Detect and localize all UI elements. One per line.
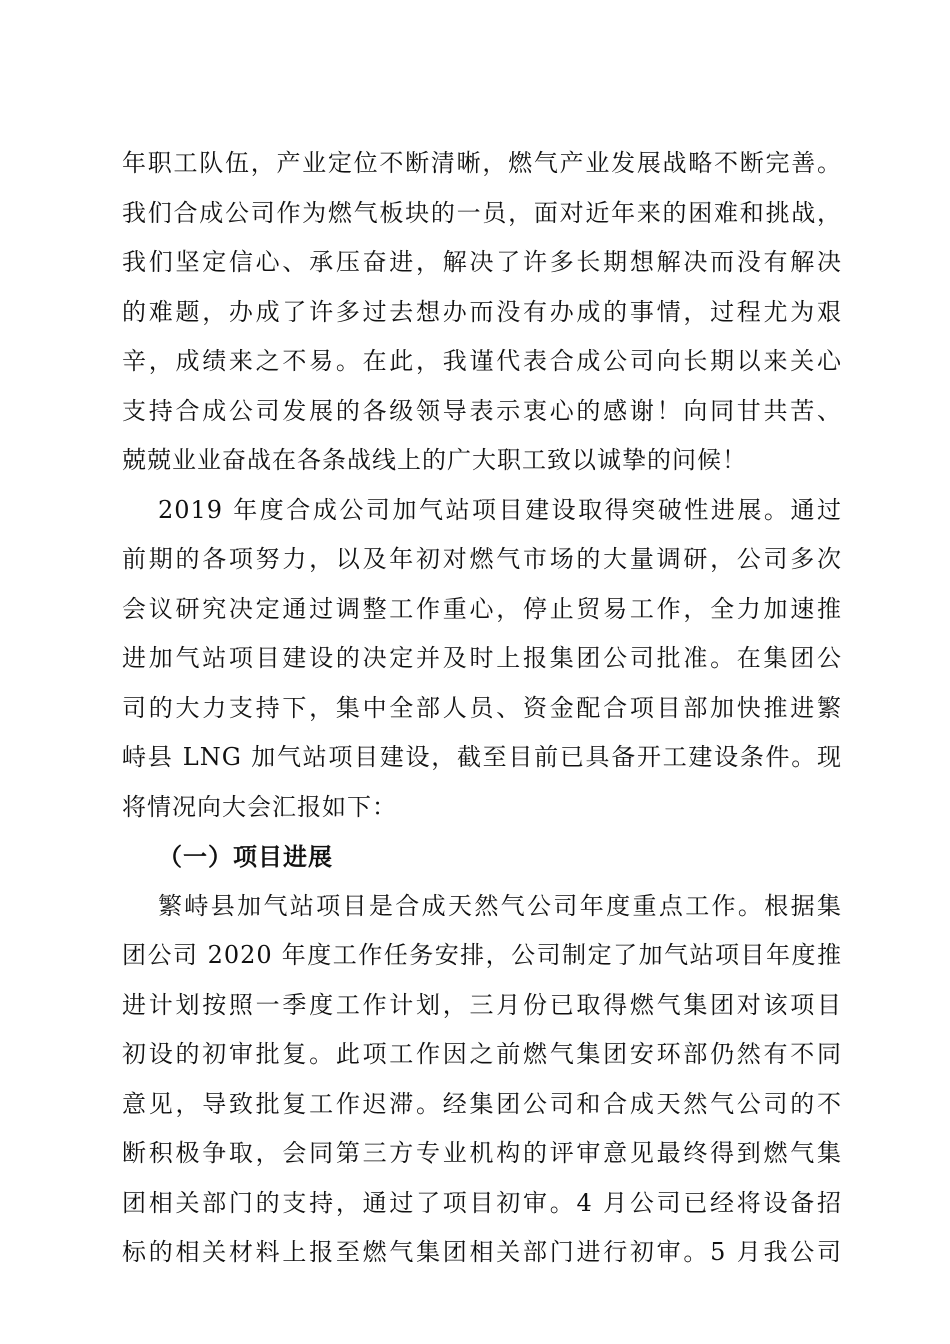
text-line: 将情况向大会汇报如下：	[122, 792, 397, 821]
text-line: 的难题，办成了许多过去想办而没有办成的事情，过程尤为艰	[122, 297, 842, 326]
paragraph-2	[122, 486, 842, 833]
text-line: 断积极争取，会同第三方专业机构的评审意见最终得到燃气集	[122, 1139, 842, 1167]
text-line: 繁峙县加气站项目是合成天然气公司年度重点工作。根据集	[158, 891, 842, 920]
text-line: 支持合成公司发展的各级领导表示衷心的感谢！向同甘共苦、	[122, 396, 842, 425]
text-line: 2019 年度合成公司加气站项目建设取得突破性进展。通过	[158, 495, 842, 524]
paragraph-1	[122, 139, 842, 486]
text-line: 会议研究决定通过调整工作重心，停止贸易工作，全力加速推	[122, 594, 842, 623]
section-heading: （一）项目进展	[158, 842, 333, 871]
text-line: 我们合成公司作为燃气板块的一员，面对近年来的困难和挑战，	[122, 198, 842, 227]
text-line: 峙县 LNG 加气站项目建设，截至目前已具备开工建设条件。现	[122, 743, 842, 771]
text-line: 我们坚定信心、承压奋进，解决了许多长期想解决而没有解决	[122, 248, 842, 276]
text-line: 团公司 2020 年度工作任务安排，公司制定了加气站项目年度推	[122, 941, 842, 969]
text-line: 司的大力支持下，集中全部人员、资金配合项目部加快推进繁	[122, 693, 842, 722]
paragraph-3	[122, 882, 842, 1278]
text-line: 进计划按照一季度工作计划，三月份已取得燃气集团对该项目	[122, 990, 842, 1019]
text-line: 团相关部门的支持，通过了项目初审。4 月公司已经将设备招	[122, 1188, 842, 1217]
document-body	[122, 139, 842, 1278]
text-line: 年职工队伍，产业定位不断清晰，燃气产业发展战略不断完善。	[122, 149, 842, 177]
text-line: 进加气站项目建设的决定并及时上报集团公司批准。在集团公	[122, 644, 842, 672]
text-line: 意见，导致批复工作迟滞。经集团公司和合成天然气公司的不	[122, 1089, 842, 1118]
text-line: 兢兢业业奋战在各条战线上的广大职工致以诚挚的问候！	[122, 446, 747, 474]
text-line: 初设的初审批复。此项工作因之前燃气集团安环部仍然有不同	[122, 1040, 842, 1068]
text-line: 前期的各项努力，以及年初对燃气市场的大量调研，公司多次	[122, 545, 842, 573]
text-line: 辛，成绩来之不易。在此，我谨代表合成公司向长期以来关心	[122, 347, 842, 375]
text-line: 标的相关材料上报至燃气集团相关部门进行初审。5 月我公司	[122, 1238, 842, 1266]
